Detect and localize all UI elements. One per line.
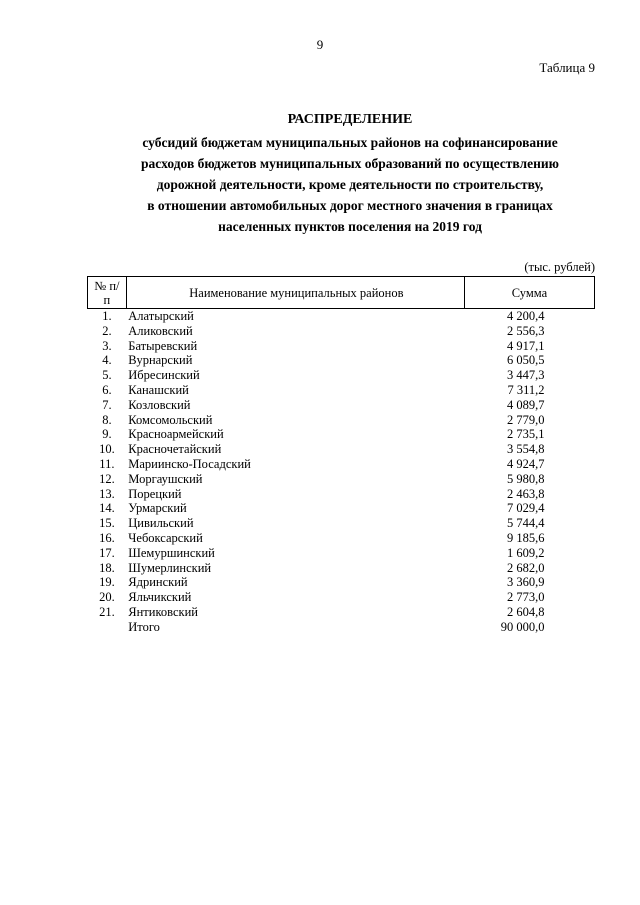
header-num-label: № п/п <box>94 278 120 307</box>
district-name: Красноармейский <box>128 427 224 442</box>
table-row <box>88 413 595 428</box>
sum-value: 1 609,2 <box>506 545 545 560</box>
sum-cell <box>464 605 594 620</box>
sum-value: 3 447,3 <box>506 368 545 383</box>
district-name: Канашский <box>128 382 189 397</box>
sum-value: 2 556,3 <box>506 323 545 338</box>
table-row <box>88 324 595 339</box>
title-line: населенных пунктов поселения на 2019 год <box>218 219 482 234</box>
sum-value: 9 185,6 <box>506 530 545 545</box>
total-row <box>88 620 595 635</box>
district-name: Порецкий <box>128 486 182 501</box>
district-name: Янтиковский <box>128 604 198 619</box>
table-row <box>88 472 595 487</box>
table-row <box>88 501 595 516</box>
row-number: 3. <box>102 338 112 353</box>
page-number: 9 <box>316 37 324 52</box>
title-line: дорожной деятельности, кроме деятельности по строительству, <box>156 177 544 192</box>
sum-value: 2 735,1 <box>506 427 545 442</box>
district-name: Яльчикский <box>128 590 192 605</box>
table-row <box>88 487 595 502</box>
table-row <box>88 398 595 413</box>
row-number: 15. <box>99 516 115 531</box>
table-row <box>88 590 595 605</box>
row-number: 12. <box>99 471 115 486</box>
district-name: Алатырский <box>128 309 194 323</box>
row-number: 20. <box>99 590 115 605</box>
row-number: 14. <box>99 501 115 516</box>
row-number: 1. <box>102 309 112 323</box>
row-number: 4. <box>102 353 112 368</box>
district-name: Ибресинский <box>128 368 200 383</box>
table-row <box>88 442 595 457</box>
table-label: Таблица 9 <box>539 60 595 75</box>
title-line: в отношении автомобильных дорог местного значения в границах <box>147 198 553 213</box>
row-number <box>88 620 127 635</box>
row-number: 9. <box>102 427 112 442</box>
sum-value: 2 773,0 <box>506 590 545 605</box>
header-sum: Сумма <box>464 277 594 309</box>
title-line: субсидий бюджетам муниципальных районов на софинансирование <box>142 135 558 150</box>
sum-cell <box>464 324 594 339</box>
table-row <box>88 605 595 620</box>
sum-value: 2 779,0 <box>506 412 545 427</box>
row-number: 19. <box>99 575 115 590</box>
district-name: Козловский <box>128 397 191 412</box>
table-row <box>88 546 595 561</box>
row-number: 10. <box>99 442 115 457</box>
district-name: Аликовский <box>128 323 193 338</box>
district-name: Ядринский <box>128 575 188 590</box>
district-name: Итого <box>128 619 160 634</box>
sum-cell <box>464 398 594 413</box>
district-name: Красночетайский <box>128 442 222 457</box>
district-name: Шемуршинский <box>128 545 215 560</box>
table-row <box>88 561 595 576</box>
row-number: 21. <box>99 604 115 619</box>
table-row <box>88 368 595 383</box>
district-name: Вурнарский <box>128 353 193 368</box>
table-row <box>88 309 595 324</box>
table-row <box>88 516 595 531</box>
row-number: 11. <box>99 456 115 471</box>
sum-value: 4 924,7 <box>506 456 545 471</box>
sum-cell <box>464 413 594 428</box>
row-number: 2. <box>102 323 112 338</box>
row-number: 18. <box>99 560 115 575</box>
sum-value: 6 050,5 <box>506 353 545 368</box>
table-row <box>88 353 595 368</box>
header-num <box>88 277 127 309</box>
sum-value: 7 029,4 <box>506 501 545 516</box>
title-line: расходов бюджетов муниципальных образований по осуществлению <box>141 156 559 171</box>
sum-value: 2 604,8 <box>506 604 545 619</box>
table-header-row <box>88 277 595 309</box>
sum-cell <box>464 383 594 398</box>
table-row <box>88 339 595 354</box>
district-name: Цивильский <box>128 516 194 531</box>
sum-value: 90 000,0 <box>500 619 545 634</box>
sum-cell <box>464 368 594 383</box>
sum-cell <box>464 457 594 472</box>
district-name: Моргаушский <box>128 471 203 486</box>
table-body <box>88 309 595 635</box>
row-number: 7. <box>102 397 112 412</box>
district-name: Чебоксарский <box>128 530 203 545</box>
distribution-table <box>87 276 595 635</box>
district-name: Мариинско-Посадский <box>128 456 251 471</box>
table-row <box>88 457 595 472</box>
sum-value: 4 917,1 <box>506 338 545 353</box>
sum-value: 5 744,4 <box>506 516 545 531</box>
table-row <box>88 427 595 442</box>
sum-cell <box>464 501 594 516</box>
sum-value: 4 200,4 <box>506 309 545 323</box>
document-title <box>60 109 640 237</box>
sum-value: 3 360,9 <box>506 575 545 590</box>
header-name: Наименование муниципальных районов <box>126 277 464 309</box>
sum-cell <box>464 309 594 324</box>
table-row <box>88 575 595 590</box>
table-row <box>88 383 595 398</box>
row-number: 17. <box>99 545 115 560</box>
sum-cell <box>464 561 594 576</box>
sum-cell <box>464 516 594 531</box>
title-heading: РАСПРЕДЕЛЕНИЕ <box>287 112 413 127</box>
row-number: 8. <box>102 412 112 427</box>
units-note: (тыс. рублей) <box>524 260 595 274</box>
sum-value: 3 554,8 <box>506 442 545 457</box>
sum-value: 2 682,0 <box>506 560 545 575</box>
district-name: Батыревский <box>128 338 198 353</box>
sum-cell <box>464 546 594 561</box>
sum-cell <box>464 472 594 487</box>
district-name: Шумерлинский <box>128 560 212 575</box>
sum-cell <box>464 487 594 502</box>
sum-cell <box>464 427 594 442</box>
sum-cell <box>464 575 594 590</box>
sum-value: 2 463,8 <box>506 486 545 501</box>
row-number: 6. <box>102 382 112 397</box>
sum-cell <box>464 590 594 605</box>
sum-value: 7 311,2 <box>507 382 545 397</box>
sum-cell <box>464 353 594 368</box>
sum-cell <box>464 531 594 546</box>
row-number: 16. <box>99 530 115 545</box>
district-name: Урмарский <box>128 501 187 516</box>
sum-value: 4 089,7 <box>506 397 545 412</box>
sum-cell <box>464 339 594 354</box>
sum-cell <box>464 442 594 457</box>
sum-cell <box>464 620 594 635</box>
row-number: 13. <box>99 486 115 501</box>
sum-value: 5 980,8 <box>506 471 545 486</box>
row-number: 5. <box>102 368 112 383</box>
table-row <box>88 531 595 546</box>
district-name: Комсомольский <box>128 412 213 427</box>
